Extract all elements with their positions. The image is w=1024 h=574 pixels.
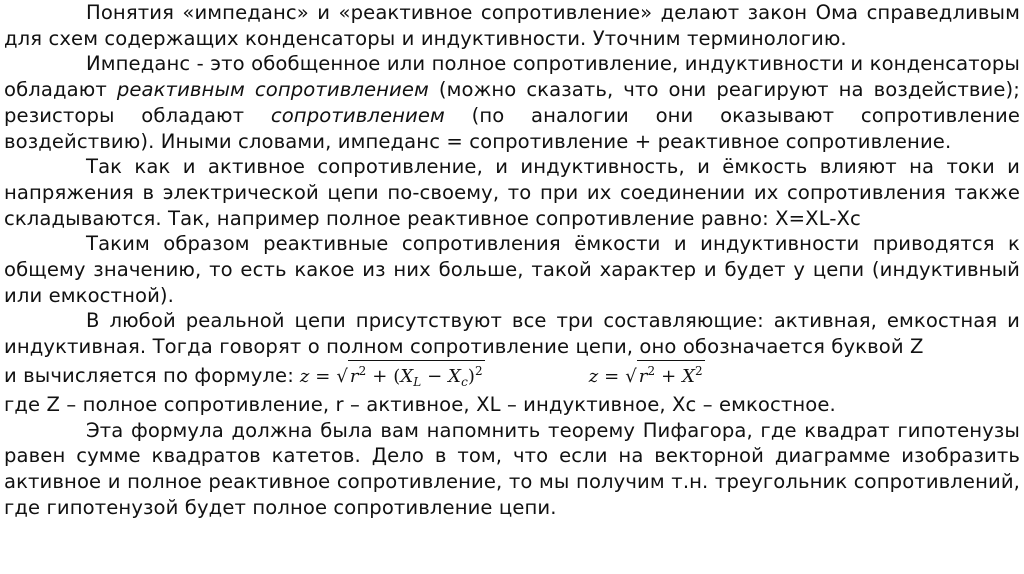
paragraph-three-components <box>4 308 1020 359</box>
sqrt-radicand <box>637 360 705 387</box>
formula-operator: + ( <box>366 365 401 387</box>
formula-lhs: z = <box>299 365 337 387</box>
paragraph-impedance-definition <box>4 51 1020 154</box>
paragraph-text: (можно сказать, что они реагируют на воздействие); резисторы обладают <box>4 78 1020 127</box>
paragraph-pythagoras <box>4 418 1020 521</box>
paragraph-reactive-sum <box>4 154 1020 231</box>
simplified-impedance-formula <box>589 360 705 390</box>
formula-subscript: c <box>461 374 468 389</box>
formula-exponent: 2 <box>695 363 703 378</box>
formula-operator: + <box>655 365 683 387</box>
sqrt-sign-icon: √ <box>336 365 348 387</box>
paragraph-text: Так как и активное сопротивление, и индуктивность, и ёмкость влияют на токи и напряжения в электрической цепи по-своему, то при их соединении их сопротивления также складываются. Так, например полное реактивное сопротивление равно: Х=ХL-Хс <box>4 155 1020 230</box>
paragraph-text: где Z – полное сопротивление, r – активное, XL – индуктивное, Хс – емкостное. <box>4 392 836 416</box>
paragraph-text: Импеданс - это обобщенное или полное сопротивление, индуктивности и конденсаторы обладают <box>4 52 1020 102</box>
formula-r: r <box>349 365 359 387</box>
paragraph-text: (по аналогии они оказывают сопротивление воздействию). Иными словами, импеданс = сопротивление + реактивное сопротивление. <box>4 103 1020 153</box>
formula-exponent: 2 <box>475 363 483 378</box>
paragraph-impedance-intro <box>4 0 1020 51</box>
formula-exponent: 2 <box>647 363 656 378</box>
formula-xl: X <box>400 365 414 387</box>
paragraph-common-value <box>4 231 1020 308</box>
formula-subscript: L <box>413 374 422 389</box>
paragraph-text: Таким образом реактивные сопротивления ёмкости и индуктивности приводятся к общему значению, то есть какое из них больше, такой характер и будет у цепи (индуктивный или емкостной). <box>4 232 1020 307</box>
paragraph-text: Понятия «импеданс» и «реактивное сопротивление» делают закон Ома справедливым для схем содержащих конденсаторы и индуктивности. Уточним терминологию. <box>4 1 1020 50</box>
sqrt-radicand <box>348 360 485 392</box>
formula-exponent: 2 <box>358 363 367 378</box>
formula-xc: X <box>448 365 462 387</box>
formula-lhs: z = <box>588 365 626 387</box>
formula-x: X <box>682 365 695 387</box>
paragraph-legend <box>4 392 1020 418</box>
formula-r: r <box>638 365 648 387</box>
formula-line <box>4 360 1020 392</box>
paragraph-text: Эта формула должна была вам напомнить теорему Пифагора, где квадрат гипотенузы равен сумме квадратов катетов. Дело в том, что если на векторной диаграмме изобразить активное и полное реактивное сопротивление, то мы получим т.н. треугольник сопротивлений, где гипотенузой будет полное сопротивление цепи. <box>4 418 1020 519</box>
formula-operator: − <box>421 365 449 387</box>
emphasis-resistance: сопротивлением <box>270 103 445 127</box>
emphasis-reactive-resistance: реактивным сопротивлением <box>116 78 429 102</box>
impedance-formula <box>300 360 485 392</box>
paragraph-text: В любой реальной цепи присутствуют все три составляющие: активная, емкостная и индуктивная. Тогда говорят о полном сопротивление цепи, оно обозначается буквой Z <box>4 309 1020 359</box>
sqrt-sign-icon: √ <box>625 365 637 387</box>
formula-operator: ) <box>467 365 476 387</box>
formula-lead-text: и вычисляется по формуле: <box>4 363 294 387</box>
document-body <box>4 0 1020 520</box>
